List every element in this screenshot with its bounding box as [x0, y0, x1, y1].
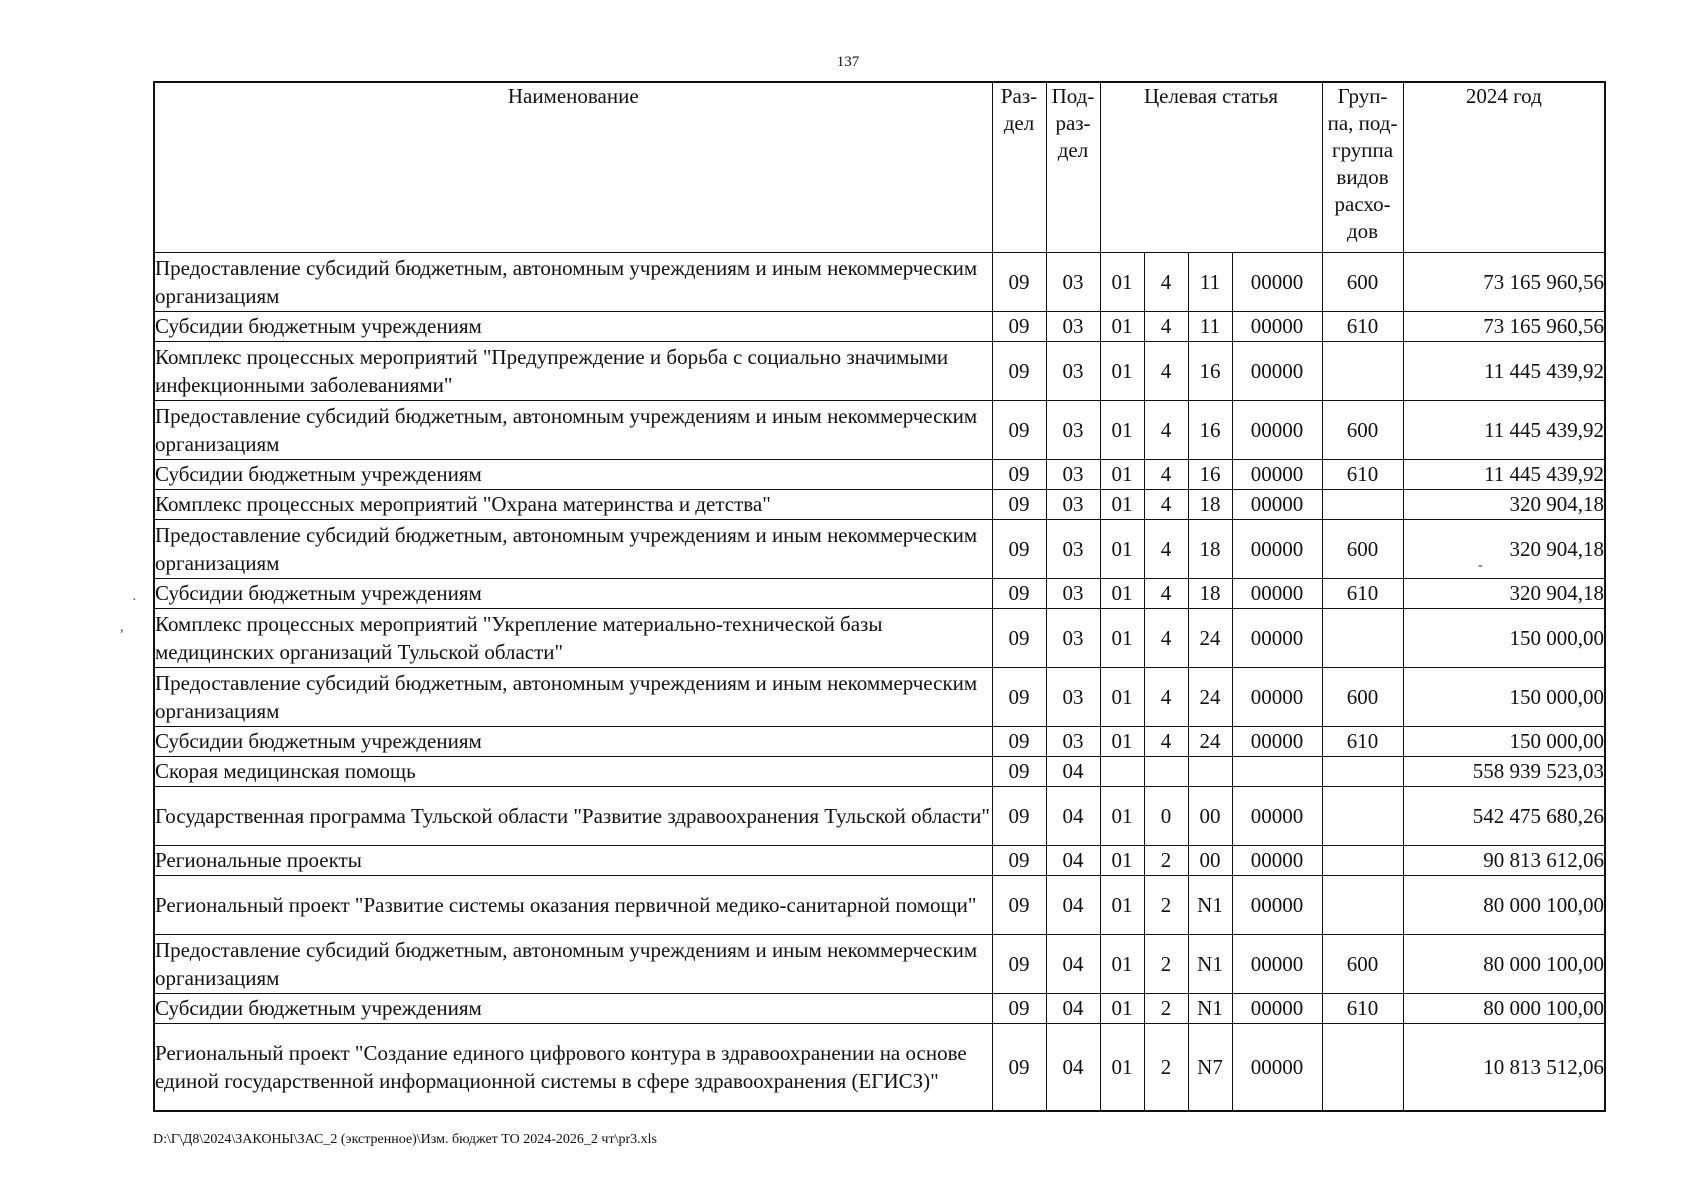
- table-row: [154, 252, 1605, 311]
- amount-cell: 73 165 960,56: [1403, 252, 1605, 311]
- page-number: 137: [836, 54, 860, 70]
- target-part-1-cell: 01: [1100, 578, 1144, 608]
- target-part-1-cell: 01: [1100, 934, 1144, 993]
- table-row: [154, 786, 1605, 845]
- target-part-2-cell: [1144, 756, 1188, 786]
- expense-group-cell: [1322, 756, 1403, 786]
- expense-group-cell: [1322, 1023, 1403, 1111]
- amount-cell: 11 445 439,92: [1403, 459, 1605, 489]
- subsection-cell: 03: [1046, 519, 1100, 578]
- table-row: [154, 993, 1605, 1023]
- amount-cell: 150 000,00: [1403, 726, 1605, 756]
- target-part-1-cell: 01: [1100, 726, 1144, 756]
- target-part-3-cell: 00: [1188, 786, 1232, 845]
- target-part-3-cell: 18: [1188, 578, 1232, 608]
- target-part-2-cell: 2: [1144, 845, 1188, 875]
- target-part-4-cell: 00000: [1232, 489, 1322, 519]
- header-target-article: Целевая статья: [1100, 82, 1322, 252]
- section-cell: 09: [992, 726, 1046, 756]
- amount-cell: 542 475 680,26: [1403, 786, 1605, 845]
- header-section: Раз- дел: [992, 82, 1046, 252]
- target-part-1-cell: 01: [1100, 519, 1144, 578]
- expense-group-cell: [1322, 845, 1403, 875]
- subsection-cell: 03: [1046, 608, 1100, 667]
- table-row: [154, 341, 1605, 400]
- expense-group-cell: [1322, 608, 1403, 667]
- name-cell: Предоставление субсидий бюджетным, автономным учреждениям и иным некоммерческим организациям: [154, 252, 992, 311]
- target-part-2-cell: 4: [1144, 519, 1188, 578]
- table-row: [154, 519, 1605, 578]
- target-part-3-cell: 00: [1188, 845, 1232, 875]
- name-cell: Региональные проекты: [154, 845, 992, 875]
- target-part-2-cell: 4: [1144, 252, 1188, 311]
- table-row: [154, 489, 1605, 519]
- target-part-3-cell: [1188, 756, 1232, 786]
- expense-group-cell: 610: [1322, 459, 1403, 489]
- target-part-2-cell: 2: [1144, 875, 1188, 934]
- target-part-2-cell: 4: [1144, 341, 1188, 400]
- amount-cell: 11 445 439,92: [1403, 341, 1605, 400]
- target-part-4-cell: 00000: [1232, 252, 1322, 311]
- amount-cell: 558 939 523,03: [1403, 756, 1605, 786]
- subsection-cell: 04: [1046, 786, 1100, 845]
- amount-cell: 320 904,18: [1403, 578, 1605, 608]
- header-expense-group: Груп- па, под- группа видов расхо- дов: [1322, 82, 1403, 252]
- target-part-1-cell: 01: [1100, 252, 1144, 311]
- target-part-3-cell: N1: [1188, 934, 1232, 993]
- target-part-4-cell: 00000: [1232, 400, 1322, 459]
- target-part-3-cell: 24: [1188, 667, 1232, 726]
- target-part-4-cell: 00000: [1232, 875, 1322, 934]
- amount-cell: 80 000 100,00: [1403, 934, 1605, 993]
- target-part-1-cell: 01: [1100, 341, 1144, 400]
- file-path-footer: D:\Г\Д8\2024\ЗАКОНЫ\ЗАС_2 (экстренное)\Изм. бюджет ТО 2024-2026_2 чт\pr3.xls: [153, 1132, 657, 1147]
- table-row: [154, 608, 1605, 667]
- target-part-4-cell: 00000: [1232, 341, 1322, 400]
- budget-table: [153, 81, 1606, 1112]
- target-part-4-cell: 00000: [1232, 459, 1322, 489]
- header-year: 2024 год: [1403, 82, 1605, 252]
- name-cell: Субсидии бюджетным учреждениям: [154, 578, 992, 608]
- expense-group-cell: [1322, 489, 1403, 519]
- subsection-cell: 04: [1046, 993, 1100, 1023]
- table-row: [154, 1023, 1605, 1111]
- target-part-1-cell: 01: [1100, 667, 1144, 726]
- target-part-4-cell: 00000: [1232, 934, 1322, 993]
- target-part-4-cell: 00000: [1232, 608, 1322, 667]
- section-cell: 09: [992, 400, 1046, 459]
- target-part-1-cell: 01: [1100, 489, 1144, 519]
- table-row: [154, 311, 1605, 341]
- target-part-3-cell: 16: [1188, 400, 1232, 459]
- target-part-2-cell: 4: [1144, 667, 1188, 726]
- target-part-2-cell: 4: [1144, 400, 1188, 459]
- section-cell: 09: [992, 1023, 1046, 1111]
- subsection-cell: 03: [1046, 400, 1100, 459]
- target-part-1-cell: [1100, 756, 1144, 786]
- subsection-cell: 03: [1046, 341, 1100, 400]
- section-cell: 09: [992, 934, 1046, 993]
- subsection-cell: 03: [1046, 252, 1100, 311]
- section-cell: 09: [992, 608, 1046, 667]
- expense-group-cell: [1322, 786, 1403, 845]
- target-part-3-cell: 11: [1188, 252, 1232, 311]
- amount-cell: 320 904,18: [1403, 489, 1605, 519]
- name-cell: Субсидии бюджетным учреждениям: [154, 993, 992, 1023]
- name-cell: Предоставление субсидий бюджетным, автономным учреждениям и иным некоммерческим организациям: [154, 934, 992, 993]
- subsection-cell: 04: [1046, 756, 1100, 786]
- subsection-cell: 03: [1046, 726, 1100, 756]
- expense-group-cell: 600: [1322, 400, 1403, 459]
- name-cell: Комплекс процессных мероприятий "Охрана материнства и детства": [154, 489, 992, 519]
- amount-cell: 150 000,00: [1403, 608, 1605, 667]
- target-part-1-cell: 01: [1100, 608, 1144, 667]
- target-part-3-cell: 24: [1188, 608, 1232, 667]
- expense-group-cell: 600: [1322, 667, 1403, 726]
- expense-group-cell: 610: [1322, 726, 1403, 756]
- name-cell: Субсидии бюджетным учреждениям: [154, 459, 992, 489]
- subsection-cell: 04: [1046, 1023, 1100, 1111]
- target-part-3-cell: N7: [1188, 1023, 1232, 1111]
- scan-mark: -: [1478, 558, 1483, 573]
- target-part-2-cell: 4: [1144, 489, 1188, 519]
- section-cell: 09: [992, 667, 1046, 726]
- target-part-4-cell: 00000: [1232, 1023, 1322, 1111]
- name-cell: Предоставление субсидий бюджетным, автономным учреждениям и иным некоммерческим организациям: [154, 519, 992, 578]
- subsection-cell: 04: [1046, 875, 1100, 934]
- section-cell: 09: [992, 845, 1046, 875]
- expense-group-cell: 600: [1322, 934, 1403, 993]
- target-part-3-cell: 16: [1188, 341, 1232, 400]
- name-cell: Комплекс процессных мероприятий "Предупреждение и борьба с социально значимыми инфекционными заболеваниями": [154, 341, 992, 400]
- section-cell: 09: [992, 341, 1046, 400]
- expense-group-cell: 610: [1322, 578, 1403, 608]
- subsection-cell: 04: [1046, 845, 1100, 875]
- name-cell: Региональный проект "Развитие системы оказания первичной медико-санитарной помощи": [154, 875, 992, 934]
- amount-cell: 73 165 960,56: [1403, 311, 1605, 341]
- target-part-2-cell: 4: [1144, 311, 1188, 341]
- name-cell: Государственная программа Тульской области "Развитие здравоохранения Тульской области": [154, 786, 992, 845]
- header-row: [154, 82, 1605, 252]
- target-part-2-cell: 4: [1144, 578, 1188, 608]
- target-part-4-cell: 00000: [1232, 311, 1322, 341]
- target-part-4-cell: 00000: [1232, 786, 1322, 845]
- target-part-3-cell: N1: [1188, 875, 1232, 934]
- expense-group-cell: 610: [1322, 993, 1403, 1023]
- table-body: [154, 252, 1605, 1111]
- expense-group-cell: [1322, 875, 1403, 934]
- target-part-2-cell: 2: [1144, 993, 1188, 1023]
- section-cell: 09: [992, 519, 1046, 578]
- target-part-1-cell: 01: [1100, 459, 1144, 489]
- target-part-1-cell: 01: [1100, 845, 1144, 875]
- name-cell: Субсидии бюджетным учреждениям: [154, 311, 992, 341]
- target-part-4-cell: 00000: [1232, 667, 1322, 726]
- expense-group-cell: 600: [1322, 519, 1403, 578]
- target-part-2-cell: 4: [1144, 726, 1188, 756]
- target-part-2-cell: 2: [1144, 934, 1188, 993]
- expense-group-cell: 600: [1322, 252, 1403, 311]
- section-cell: 09: [992, 311, 1046, 341]
- target-part-4-cell: 00000: [1232, 845, 1322, 875]
- table-row: [154, 459, 1605, 489]
- target-part-3-cell: 16: [1188, 459, 1232, 489]
- table-row: [154, 578, 1605, 608]
- amount-cell: 320 904,18: [1403, 519, 1605, 578]
- name-cell: Субсидии бюджетным учреждениям: [154, 726, 992, 756]
- table-row: [154, 667, 1605, 726]
- target-part-1-cell: 01: [1100, 875, 1144, 934]
- section-cell: 09: [992, 875, 1046, 934]
- subsection-cell: 03: [1046, 311, 1100, 341]
- section-cell: 09: [992, 459, 1046, 489]
- target-part-3-cell: 11: [1188, 311, 1232, 341]
- subsection-cell: 04: [1046, 934, 1100, 993]
- expense-group-cell: [1322, 341, 1403, 400]
- amount-cell: 80 000 100,00: [1403, 993, 1605, 1023]
- table-row: [154, 400, 1605, 459]
- target-part-2-cell: 0: [1144, 786, 1188, 845]
- name-cell: Скорая медицинская помощь: [154, 756, 992, 786]
- section-cell: 09: [992, 489, 1046, 519]
- target-part-2-cell: 4: [1144, 608, 1188, 667]
- name-cell: Предоставление субсидий бюджетным, автономным учреждениям и иным некоммерческим организациям: [154, 400, 992, 459]
- target-part-1-cell: 01: [1100, 311, 1144, 341]
- name-cell: Комплекс процессных мероприятий "Укрепление материально-технической базы медицинских организаций Тульской области": [154, 608, 992, 667]
- scan-mark: ,: [120, 620, 124, 635]
- amount-cell: 10 813 512,06: [1403, 1023, 1605, 1111]
- target-part-3-cell: 18: [1188, 489, 1232, 519]
- target-part-1-cell: 01: [1100, 400, 1144, 459]
- header-subsection: Под- раз- дел: [1046, 82, 1100, 252]
- name-cell: Региональный проект "Создание единого цифрового контура в здравоохранении на основе единой государственной информационной системы в сфере здравоохранения (ЕГИСЗ)": [154, 1023, 992, 1111]
- target-part-4-cell: 00000: [1232, 726, 1322, 756]
- amount-cell: 11 445 439,92: [1403, 400, 1605, 459]
- subsection-cell: 03: [1046, 667, 1100, 726]
- amount-cell: 90 813 612,06: [1403, 845, 1605, 875]
- target-part-4-cell: 00000: [1232, 578, 1322, 608]
- name-cell: Предоставление субсидий бюджетным, автономным учреждениям и иным некоммерческим организациям: [154, 667, 992, 726]
- target-part-1-cell: 01: [1100, 993, 1144, 1023]
- section-cell: 09: [992, 993, 1046, 1023]
- section-cell: 09: [992, 756, 1046, 786]
- section-cell: 09: [992, 252, 1046, 311]
- table-row: [154, 756, 1605, 786]
- target-part-1-cell: 01: [1100, 1023, 1144, 1111]
- target-part-3-cell: N1: [1188, 993, 1232, 1023]
- target-part-2-cell: 4: [1144, 459, 1188, 489]
- target-part-1-cell: 01: [1100, 786, 1144, 845]
- scan-mark: ·: [132, 593, 137, 608]
- table-row: [154, 845, 1605, 875]
- amount-cell: 80 000 100,00: [1403, 875, 1605, 934]
- amount-cell: 150 000,00: [1403, 667, 1605, 726]
- target-part-4-cell: [1232, 756, 1322, 786]
- subsection-cell: 03: [1046, 489, 1100, 519]
- target-part-3-cell: 24: [1188, 726, 1232, 756]
- target-part-4-cell: 00000: [1232, 993, 1322, 1023]
- table-row: [154, 726, 1605, 756]
- subsection-cell: 03: [1046, 578, 1100, 608]
- table-row: [154, 875, 1605, 934]
- subsection-cell: 03: [1046, 459, 1100, 489]
- header-name: Наименование: [154, 82, 992, 252]
- section-cell: 09: [992, 786, 1046, 845]
- target-part-3-cell: 18: [1188, 519, 1232, 578]
- expense-group-cell: 610: [1322, 311, 1403, 341]
- target-part-2-cell: 2: [1144, 1023, 1188, 1111]
- table-row: [154, 934, 1605, 993]
- section-cell: 09: [992, 578, 1046, 608]
- target-part-4-cell: 00000: [1232, 519, 1322, 578]
